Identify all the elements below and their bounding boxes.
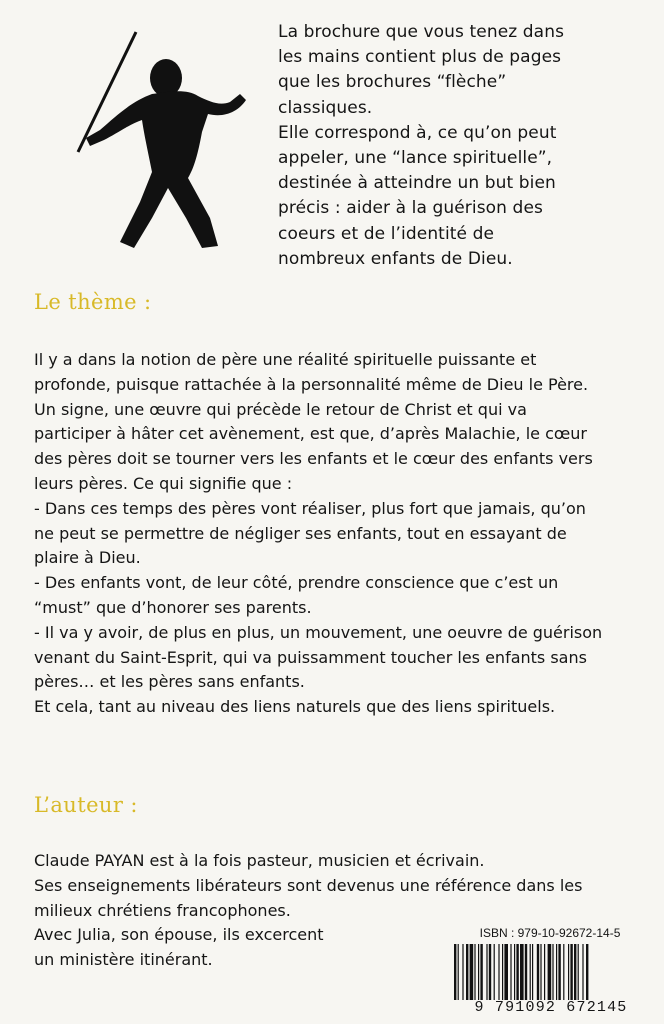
barcode-bar <box>502 944 503 1000</box>
barcode-bar <box>478 944 479 1000</box>
theme-line: Un signe, une œuvre qui précède le retour de Christ et qui va <box>34 399 527 419</box>
author-line: un ministère itinérant. <box>34 950 213 970</box>
barcode-bar <box>510 944 511 1000</box>
author-line: Avec Julia, son épouse, ils excercent <box>34 925 324 945</box>
barcode-bar <box>474 944 475 1000</box>
theme-line: Il y a dans la notion de père une réalité spirituelle puissante et <box>34 350 537 369</box>
barcode-bar <box>494 944 495 1000</box>
barcode-bar <box>544 944 545 1000</box>
intro-line: que les brochures “flèche” <box>278 72 507 93</box>
theme-line: participer à hâter cet avènement, est que, d’après Malachie, le cœur <box>34 424 587 444</box>
theme-line: des pères doit se tourner vers les enfants et le cœur des enfants vers <box>34 449 593 469</box>
barcode-bar <box>574 944 576 1000</box>
barcode-bar <box>570 944 572 1000</box>
barcode-bar <box>514 944 515 1000</box>
barcode-bar <box>504 944 508 1000</box>
barcode-bar <box>486 944 487 1000</box>
barcode-bar <box>462 944 463 1000</box>
barcode-bar <box>466 944 468 1000</box>
intro-line: précis : aider à la guérison des <box>278 198 543 219</box>
author-line: milieux chrétiens francophones. <box>34 900 291 920</box>
barcode-bar <box>537 944 539 1000</box>
barcode <box>448 944 654 1004</box>
author-line: Claude PAYAN est à la fois pasteur, musicien et écrivain. <box>34 851 485 870</box>
intro-line: Elle correspond à, ce qu’on peut <box>278 122 557 143</box>
theme-line: leurs pères. Ce qui signifie que : <box>34 473 293 493</box>
theme-line: - Dans ces temps des pères vont réaliser, plus fort que jamais, qu’on <box>34 498 586 518</box>
intro-line: La brochure que vous tenez dans <box>278 22 565 42</box>
barcode-bar <box>489 944 491 1000</box>
theme-line: venant du Saint-Esprit, qui va puissamment toucher les enfants sans <box>34 647 587 667</box>
barcode-bar <box>458 944 459 1000</box>
barcode-bar <box>498 944 499 1000</box>
barcode-bar <box>520 944 524 1000</box>
intro-line: classiques. <box>278 97 373 118</box>
barcode-bar <box>470 944 474 1000</box>
barcode-bar <box>540 944 541 1000</box>
theme-line: - Il va y avoir, de plus en plus, un mouvement, une oeuvre de guérison <box>34 622 603 642</box>
theme-line: - Des enfants vont, de leur côté, prendre conscience que c’est un <box>34 573 559 593</box>
intro-line: nombreux enfants de Dieu. <box>278 248 513 269</box>
author-heading: L’auteur : <box>34 793 138 817</box>
barcode-digits: 9 791092 672145 <box>474 999 628 1016</box>
theme-line: plaire à Dieu. <box>34 548 141 568</box>
javelin-thrower-silhouette <box>70 22 250 252</box>
barcode-bar <box>548 944 552 1000</box>
barcode-bar <box>578 944 579 1000</box>
barcode-bar <box>516 944 518 1000</box>
theme-line: Et cela, tant au niveau des liens naturels que des liens spirituels. <box>34 697 556 717</box>
barcode-bar <box>586 944 588 1000</box>
theme-line: “must” que d’honorer ses parents. <box>34 597 312 617</box>
theme-line: ne peut se permettre de négliger ses enfants, tout en essayant de <box>34 523 567 543</box>
barcode-bar <box>568 944 569 1000</box>
intro-paragraph <box>278 20 658 272</box>
theme-heading: Le thème : <box>34 290 152 314</box>
barcode-bar <box>530 944 531 1000</box>
barcode-bar <box>480 944 482 1000</box>
intro-line: les mains contient plus de pages <box>278 47 562 68</box>
barcode-bar <box>454 944 456 1000</box>
theme-paragraph <box>34 348 654 720</box>
barcode-bar <box>563 944 564 1000</box>
theme-line: pères… et les pères sans enfants. <box>34 672 305 692</box>
barcode-bar <box>582 944 583 1000</box>
theme-line: profonde, puisque rattachée à la personnalité même de Dieu le Père. <box>34 374 589 394</box>
intro-line: coeurs et de l’identité de <box>278 223 495 244</box>
intro-line: destinée à atteindre un but bien <box>278 173 556 194</box>
barcode-bar <box>558 944 560 1000</box>
barcode-bar <box>552 944 553 1000</box>
barcode-bar <box>556 944 557 1000</box>
isbn-label: ISBN : 979-10-92672-14-5 <box>479 926 621 940</box>
author-line: Ses enseignements libérateurs sont devenus une référence dans les <box>34 875 583 895</box>
barcode-bar <box>525 944 527 1000</box>
intro-line: appeler, une “lance spirituelle”, <box>278 148 553 169</box>
barcode-bar <box>532 944 533 1000</box>
